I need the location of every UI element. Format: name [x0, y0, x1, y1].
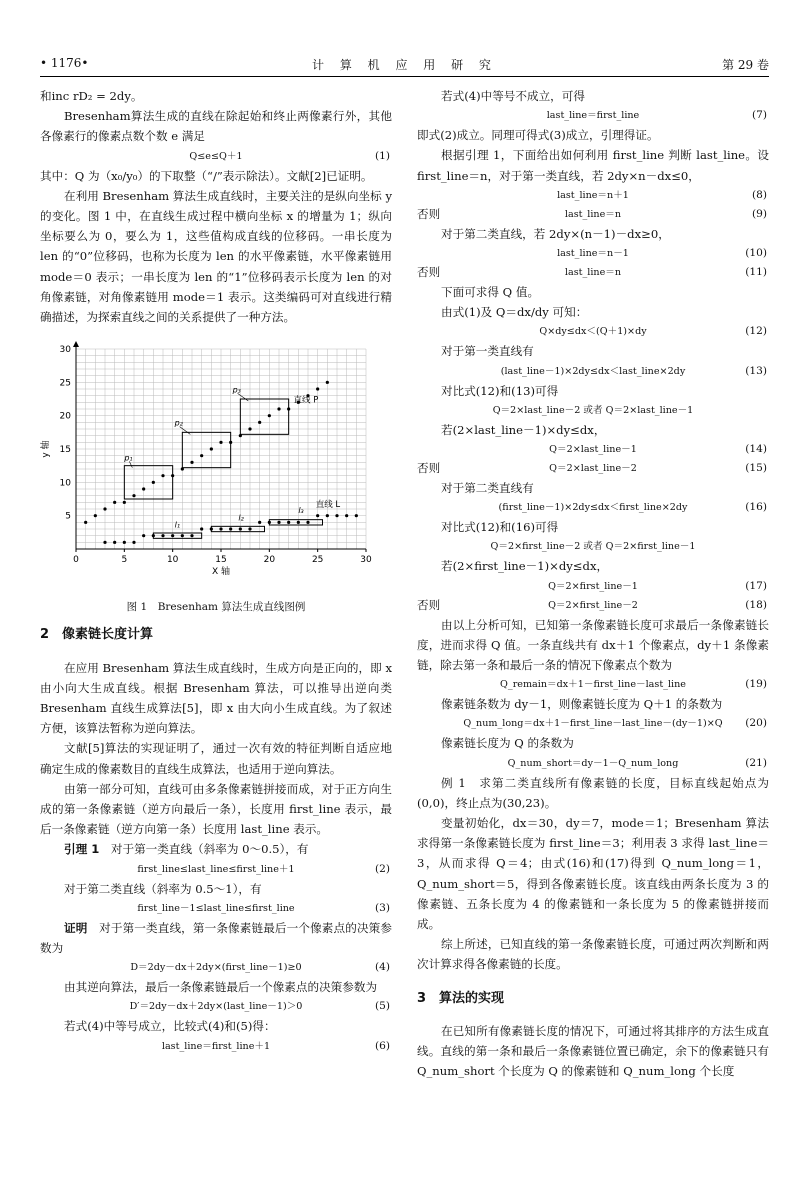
- x-tick-label: 10: [166, 555, 179, 566]
- equation-18: 否则 Q＝2×first_line－2 (18): [417, 597, 767, 612]
- paragraph: 根据引理 1，下面给出如何利用 first_line 判断 last_line。设 first_line＝n，对于第一类直线，若 2dy×n－dx≤0，: [417, 148, 769, 183]
- point-line-l: [306, 521, 309, 524]
- equation-8: last_line＝n＋1 (8): [557, 188, 767, 201]
- point-line-l: [268, 521, 271, 524]
- equation-15: 否则 Q＝2×last_line－2 (15): [417, 461, 767, 476]
- chain-label-p: p₃: [232, 385, 241, 395]
- equation-19: Q_remain＝dx＋1－first_line－last_line (19): [500, 678, 767, 691]
- point-line-l: [297, 521, 300, 524]
- paragraph: 综上所述，已知直线的第一条像素链长度，可通过两次判断和两次计算求得各像素链的长度。: [417, 937, 769, 972]
- x-tick-label: 25: [311, 555, 324, 566]
- equation-17: Q＝2×first_line－1 (17): [548, 579, 767, 592]
- volume-label: 第 29 卷: [722, 58, 769, 72]
- point-line-p: [258, 421, 261, 424]
- paragraph: 对于第二类直线，若 2dy×(n－1)－dx≥0，: [441, 226, 670, 241]
- point-line-p: [248, 428, 251, 431]
- paragraph: 在应用 Bresenham 算法生成直线时，生成方向是正向的，即 x 由小向大生成直线。根据 Bresenham 算法，可以推导出逆向类 Bresenham 直线生成算法[5]，即 x 由大向小生成直线。为了叙述方便，该算法暂称为逆向算法。: [40, 660, 392, 736]
- x-axis-label: X 轴: [211, 567, 231, 578]
- point-line-l: [161, 534, 164, 537]
- paragraph: 由式(1)及 Q＝dx/dy 可知：: [441, 305, 588, 320]
- point-line-l: [142, 534, 145, 537]
- section-heading: 3 算法的实现: [417, 990, 505, 1006]
- figure-caption: 图 1 Bresenham 算法生成直线图例: [126, 601, 306, 614]
- y-axis-label: y 轴: [41, 440, 51, 458]
- x-tick-label: 0: [73, 555, 79, 566]
- paragraph: 变量初始化，dx＝30，dy＝7，mode＝1；Bresenham 算法求得第一条像素链长度为 first_line＝3；利用表 3 求得 last_line＝3，从而求得 Q＝4；由式(16)和(17)得到 Q_num_long＝1，Q_num_short＝5，得到各像素链长度。该直线由两条长度为 3 的像素链、五条长度为 4 的像素链和一条长度为 5 的像素链拼接而成。: [417, 816, 769, 932]
- y-axis-arrow: [73, 341, 79, 347]
- point-line-p: [113, 501, 116, 504]
- equation-4: D＝2dy－dx＋2dy×(first_line－1)≥0 (4): [130, 961, 390, 974]
- point-line-l: [258, 521, 261, 524]
- page-number: • 1176•: [40, 56, 89, 70]
- chain-pointer-p: [238, 394, 249, 402]
- equation-16b: Q＝2×first_line－2 或者 Q＝2×first_line－1: [490, 541, 696, 553]
- chain-label-l: l₃: [298, 506, 304, 516]
- paragraph: 下面可求得 Q 值。: [441, 285, 540, 300]
- equation-10: last_line＝n－1 (10): [557, 247, 767, 260]
- point-line-p: [277, 408, 280, 411]
- paragraph: 对比式(12)和(13)可得: [441, 383, 559, 398]
- lemma: 引理 1 对于第一类直线（斜率为 0～0.5），有: [64, 842, 309, 857]
- paragraph: 若(2×last_line－1)×dy≤dx，: [441, 422, 606, 437]
- point-line-l: [345, 514, 348, 517]
- point-line-p: [181, 468, 184, 471]
- proof: 证明 对于第一类直线，第一条像素链最后一个像素点的决策参数为: [40, 920, 392, 956]
- equation-14: Q＝2×last_line－1 (14): [549, 443, 767, 456]
- equation-1: Q≤e≤Q＋1 (1): [189, 149, 390, 162]
- series-label-l: 直线 L: [315, 500, 341, 511]
- equation-20: Q_num_long＝dx＋1－first_line－last_line－(dy－1)×Q (20): [463, 717, 767, 730]
- paragraph: 像素链条数为 dy－1，则像素链长度为 Q＋1 的条数为: [441, 697, 723, 712]
- point-line-l: [219, 528, 222, 531]
- y-tick-label: 15: [59, 445, 71, 456]
- point-line-p: [152, 481, 155, 484]
- equation-7: last_line＝first_line (7): [546, 109, 767, 122]
- paragraph: 若式(4)中等号成立，比较式(4)和(5)得：: [64, 1019, 276, 1034]
- chain-label-p: p₁: [124, 453, 133, 463]
- x-tick-label: 30: [360, 555, 372, 566]
- point-line-p: [229, 441, 232, 444]
- point-line-p: [123, 501, 126, 504]
- equation-6: last_line＝first_line＋1 (6): [161, 1039, 390, 1052]
- journal-name: 计 算 机 应 用 研 究: [312, 58, 497, 72]
- point-line-l: [277, 521, 280, 524]
- chain-label-l: l₁: [174, 520, 181, 530]
- point-line-l: [181, 534, 184, 537]
- paragraph: 在利用 Bresenham 算法生成直线时，主要关注的是纵向坐标 y 的变化。图 1 中，在直线生成过程中横向坐标 x 的增量为 1；纵向坐标要么为 0，要么为 1，这些值构成直线的位移码。一串长度为 len 的“0”位移码，也称为长度为 len 的水平像素链，水平像素链用 mode＝0 表示；一串长度为 len 的“1”位移码表示长度为 len 的对角像素链，对角像素链用 mode＝1 表示。这类编码可对直线进行精确描述，为探索直线之间的关系提供了一种方法。: [40, 188, 392, 325]
- x-tick-label: 15: [215, 555, 227, 566]
- equation-21: Q_num_short＝dy－1－Q_num_long (21): [507, 756, 767, 769]
- point-line-p: [268, 414, 271, 417]
- equation-9: 否则 last_line＝n (9): [417, 206, 767, 221]
- point-line-l: [200, 528, 203, 531]
- paragraph: 若(2×first_line－1)×dy≤dx，: [441, 559, 609, 574]
- chain-pointer-p: [180, 427, 191, 435]
- y-tick-label: 5: [65, 511, 71, 522]
- point-line-l: [229, 528, 232, 531]
- y-tick-label: 25: [59, 378, 71, 389]
- point-line-p: [200, 454, 203, 457]
- paragraph: Bresenham算法生成的直线在除起始和终止两像素行外，其他各像素行的像素点数个数 e 满足: [40, 109, 392, 144]
- point-line-p: [94, 514, 97, 517]
- paragraph: 文献[5]算法的实现证明了，通过一次有效的特征判断自适应地确定生成的像素数目的直线生成算法，也适用于逆向算法。: [40, 741, 392, 776]
- paragraph: 由其逆向算法，最后一条像素链最后一个像素点的决策参数为: [64, 980, 378, 995]
- paragraph: 对于第二类直线有: [441, 481, 534, 496]
- section-heading: 2 像素链长度计算: [40, 627, 154, 643]
- point-line-p: [239, 434, 242, 437]
- left-column: [40, 86, 392, 1056]
- right-column: [417, 86, 769, 1082]
- paragraph: 其中：Q 为（x₀/y₀）的下取整（“/”表示除法）。文献[2]已证明。: [40, 168, 373, 183]
- point-line-l: [103, 541, 106, 544]
- paragraph: 由第一部分可知，直线可由多条像素链拼接而成，对于正方向生成的第一条像素链（逆方向最后一条），长度用 first_line 表示，最后一条像素链（逆方向第一条）长度用 last_line 表示。: [40, 781, 392, 837]
- page-header: [40, 56, 769, 74]
- paragraph: 像素链长度为 Q 的条数为: [441, 736, 574, 751]
- paragraph: 在已知所有像素链长度的情况下，可通过将其排序的方法生成直线。直线的第一条和最后一条像素链位置已确定，余下的像素链只有 Q_num_short 个长度为 Q 的像素链和 Q_num_long 个长度: [417, 1023, 769, 1079]
- point-line-p: [287, 408, 290, 411]
- equation-11: 否则 last_line＝n (11): [417, 265, 767, 280]
- point-line-l: [123, 541, 126, 544]
- point-line-l: [171, 534, 174, 537]
- x-tick-label: 5: [121, 555, 128, 566]
- equation-13b: Q＝2×last_line－2 或者 Q＝2×last_line－1: [492, 404, 694, 416]
- point-line-p: [316, 388, 319, 391]
- point-line-l: [248, 528, 251, 531]
- point-line-l: [210, 528, 213, 531]
- equation-5: D′＝2dy－dx＋2dy×(last_line－1)＞0 (5): [129, 1000, 390, 1013]
- point-line-l: [239, 528, 242, 531]
- point-line-p: [210, 448, 213, 451]
- point-line-p: [326, 381, 329, 384]
- point-line-p: [190, 461, 193, 464]
- y-tick-label: 20: [59, 411, 71, 422]
- paragraph: 若式(4)中等号不成立，可得: [441, 89, 585, 103]
- x-tick-label: 20: [263, 555, 276, 566]
- bresenham-chart: [40, 341, 392, 591]
- paragraph: 对于第二类直线（斜率为 0.5～1），有: [64, 881, 262, 896]
- y-tick-label: 30: [59, 345, 71, 356]
- point-line-l: [190, 534, 193, 537]
- point-line-p: [103, 508, 106, 511]
- paragraph: 即式(2)成立。同理可得式(3)成立，引理得证。: [417, 128, 659, 143]
- paragraph: 对于第一类直线有: [441, 344, 534, 359]
- point-line-l: [132, 541, 135, 544]
- y-tick-label: 10: [59, 478, 71, 489]
- point-line-p: [161, 474, 164, 477]
- paragraph: 和inc rD₂ = 2dy。: [40, 89, 143, 103]
- point-line-l: [316, 514, 319, 517]
- point-line-p: [142, 488, 145, 491]
- point-line-p: [84, 521, 87, 524]
- paragraph: 对比式(12)和(16)可得: [441, 520, 559, 535]
- point-line-l: [326, 514, 329, 517]
- point-line-p: [171, 474, 174, 477]
- equation-16: (first_line－1)×2dy≤dx＜first_line×2dy (16): [498, 501, 767, 514]
- header-rule: [40, 76, 769, 77]
- equation-12: Q×dy≤dx＜(Q＋1)×dy (12): [539, 325, 767, 338]
- equation-13: (last_line－1)×2dy≤dx＜last_line×2dy (13): [500, 364, 767, 377]
- point-line-p: [219, 441, 222, 444]
- series-label-p: 直线 P: [293, 395, 319, 406]
- equation-3: first_line－1≤last_line≤first_line (3): [137, 901, 390, 914]
- point-line-l: [113, 541, 116, 544]
- figure-1: [40, 341, 392, 591]
- equation-2: first_line≤last_line≤first_line＋1 (2): [137, 862, 390, 875]
- point-line-l: [355, 514, 358, 517]
- point-line-l: [152, 534, 155, 537]
- example: 例 1 求第二类直线所有像素链的长度，目标直线起始点为(0,0)，终止点为(30,23)。: [417, 775, 769, 810]
- point-line-l: [335, 514, 338, 517]
- chain-label-p: p₂: [174, 418, 183, 428]
- paragraph: 由以上分析可知，已知第一条像素链长度可求最后一条像素链长度，进而求得 Q 值。一条直线共有 dx＋1 个像素点，dy＋1 条像素链，除去第一条和最后一条的情况下像素点个数为: [417, 617, 769, 673]
- point-line-p: [132, 494, 135, 497]
- point-line-l: [287, 521, 290, 524]
- chain-label-l: l₂: [238, 513, 244, 523]
